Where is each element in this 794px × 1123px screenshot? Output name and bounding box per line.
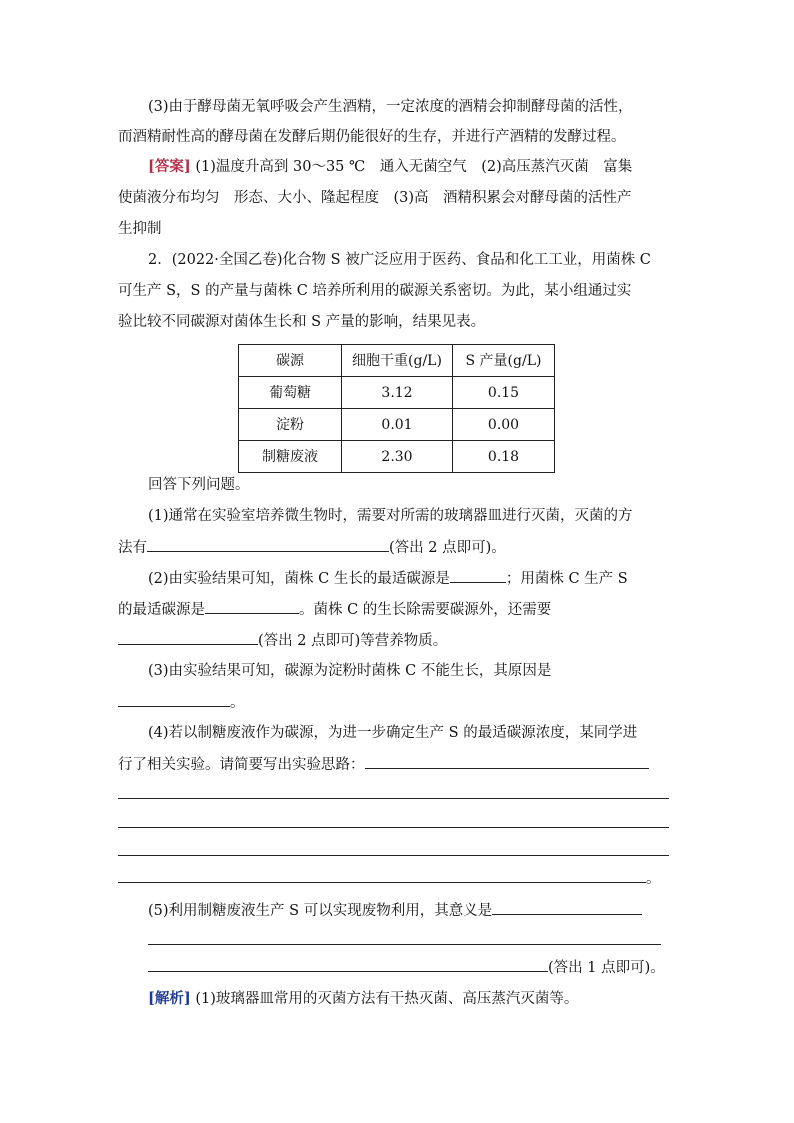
table-cell: 0.01 <box>342 409 453 441</box>
subquestion-5-last-line <box>148 957 665 978</box>
answer-line-4c[interactable] <box>118 827 669 828</box>
table-header-cell: 细胞干重(g/L) <box>342 345 453 377</box>
table-header-cell: 碳源 <box>239 345 342 377</box>
subquestion-5-line-1 <box>148 900 642 921</box>
subquestion-1-suffix: (答出 2 点即可)。 <box>389 540 506 556</box>
table-cell: 0.15 <box>453 377 555 409</box>
subquestion-3-end: 。 <box>230 695 245 711</box>
subquestion-5-prefix: (5)利用制糖废液生产 S 可以实现废物利用，其意义是 <box>148 903 493 919</box>
table-cell: 0.00 <box>453 409 555 441</box>
answer-blank-3[interactable] <box>118 692 230 707</box>
answer-line-4b[interactable] <box>118 798 669 799</box>
answer-line-1 <box>148 157 632 177</box>
answer-blank-5c[interactable] <box>148 957 548 972</box>
answer-line-3: 生抑制 <box>118 221 162 237</box>
answer-blank-5a[interactable] <box>492 900 642 915</box>
answer-blank-2c[interactable] <box>118 630 258 645</box>
answer-blank-2a[interactable] <box>450 568 506 583</box>
subquestion-3-line-1: (3)由实验结果可知，碳源为淀粉时菌株 C 不能生长，其原因是 <box>148 663 552 679</box>
question-2-line-1: 2．(2022·全国乙卷)化合物 S 被广泛应用于医药、食品和化工工业，用菌株 C <box>148 252 651 268</box>
subquestion-2-suffix: ；用菌株 C 生产 S <box>505 571 628 587</box>
subquestion-3-line-2 <box>118 692 245 713</box>
subquestion-1-prefix: 法有 <box>118 540 147 556</box>
subquestion-2b-suffix: 。菌株 C 的生长除需要碳源外，还需要 <box>299 602 552 618</box>
answer-blank-4e[interactable] <box>118 868 646 883</box>
table-cell: 葡萄糖 <box>239 377 342 409</box>
answer-blank-4a[interactable] <box>365 754 649 769</box>
subquestion-2b-prefix: 的最适碳源是 <box>118 602 205 618</box>
answer-tag: [答案] <box>148 158 191 175</box>
answer-line-5b[interactable] <box>148 944 661 945</box>
subquestion-4-end: 。 <box>646 871 661 887</box>
question-2-line-2: 可生产 S，S 的产量与菌株 C 培养所利用的碳源关系密切。为此，某小组通过实 <box>118 283 632 299</box>
table-row <box>239 377 555 409</box>
answer-blank-1[interactable] <box>147 537 389 552</box>
subquestion-2c-suffix: (答出 2 点即可)等营养物质。 <box>258 633 448 649</box>
subquestion-2-line-1 <box>148 568 628 589</box>
results-table <box>238 344 555 473</box>
paragraph-3-line-1: (3)由于酵母菌无氧呼吸会产生酒精，一定浓度的酒精会抑制酵母菌的活性， <box>148 99 633 115</box>
answer-blank-2b[interactable] <box>205 599 299 614</box>
analysis-tag: [解析] <box>148 990 191 1007</box>
question-2-line-3: 验比较不同碳源对菌体生长和 S 产量的影响，结果见表。 <box>118 314 486 330</box>
table-cell: 0.18 <box>453 441 555 473</box>
table-cell: 2.30 <box>342 441 453 473</box>
subquestion-2-line-2 <box>118 599 551 620</box>
subquestion-4-prefix: 行了相关实验。请简要写出实验思路： <box>118 757 365 773</box>
subquestion-5-suffix: (答出 1 点即可)。 <box>548 960 665 976</box>
answer-line-2: 使菌液分布均匀 形态、大小、隆起程度 (3)高 酒精积累会对酵母菌的活性产 <box>118 190 632 206</box>
subquestion-1-line-1: (1)通常在实验室培养微生物时，需要对所需的玻璃器皿进行灭菌，灭菌的方 <box>148 508 633 524</box>
answer-prompt: 回答下列问题。 <box>148 477 250 493</box>
table-header-cell: S 产量(g/L) <box>453 345 555 377</box>
table-cell: 3.12 <box>342 377 453 409</box>
subquestion-1-line-2 <box>118 537 506 558</box>
subquestion-2-line-3 <box>118 630 447 651</box>
answer-text-1: (1)温度升高到 30～35 ℃ 通入无菌空气 (2)高压蒸汽灭菌 富集 <box>195 159 633 175</box>
analysis-text: (1)玻璃器皿常用的灭菌方法有干热灭菌、高压蒸汽灭菌等。 <box>195 991 579 1007</box>
table-row <box>239 441 555 473</box>
table-cell: 淀粉 <box>239 409 342 441</box>
subquestion-4-line-2 <box>118 754 649 775</box>
analysis-line-1 <box>148 989 578 1009</box>
paragraph-3-line-2: 而酒精耐性高的酵母菌在发酵后期仍能很好的生存，并进行产酒精的发酵过程。 <box>118 129 626 145</box>
table-cell: 制糖废液 <box>239 441 342 473</box>
subquestion-4-line-1: (4)若以制糖废液作为碳源，为进一步确定生产 S 的最适碳源浓度，某同学进 <box>148 725 638 741</box>
subquestion-2-prefix: (2)由实验结果可知，菌株 C 生长的最适碳源是 <box>148 571 450 587</box>
table-row <box>239 409 555 441</box>
table-header-row <box>239 345 555 377</box>
subquestion-4-last-line <box>118 868 661 889</box>
answer-line-4d[interactable] <box>118 855 669 856</box>
